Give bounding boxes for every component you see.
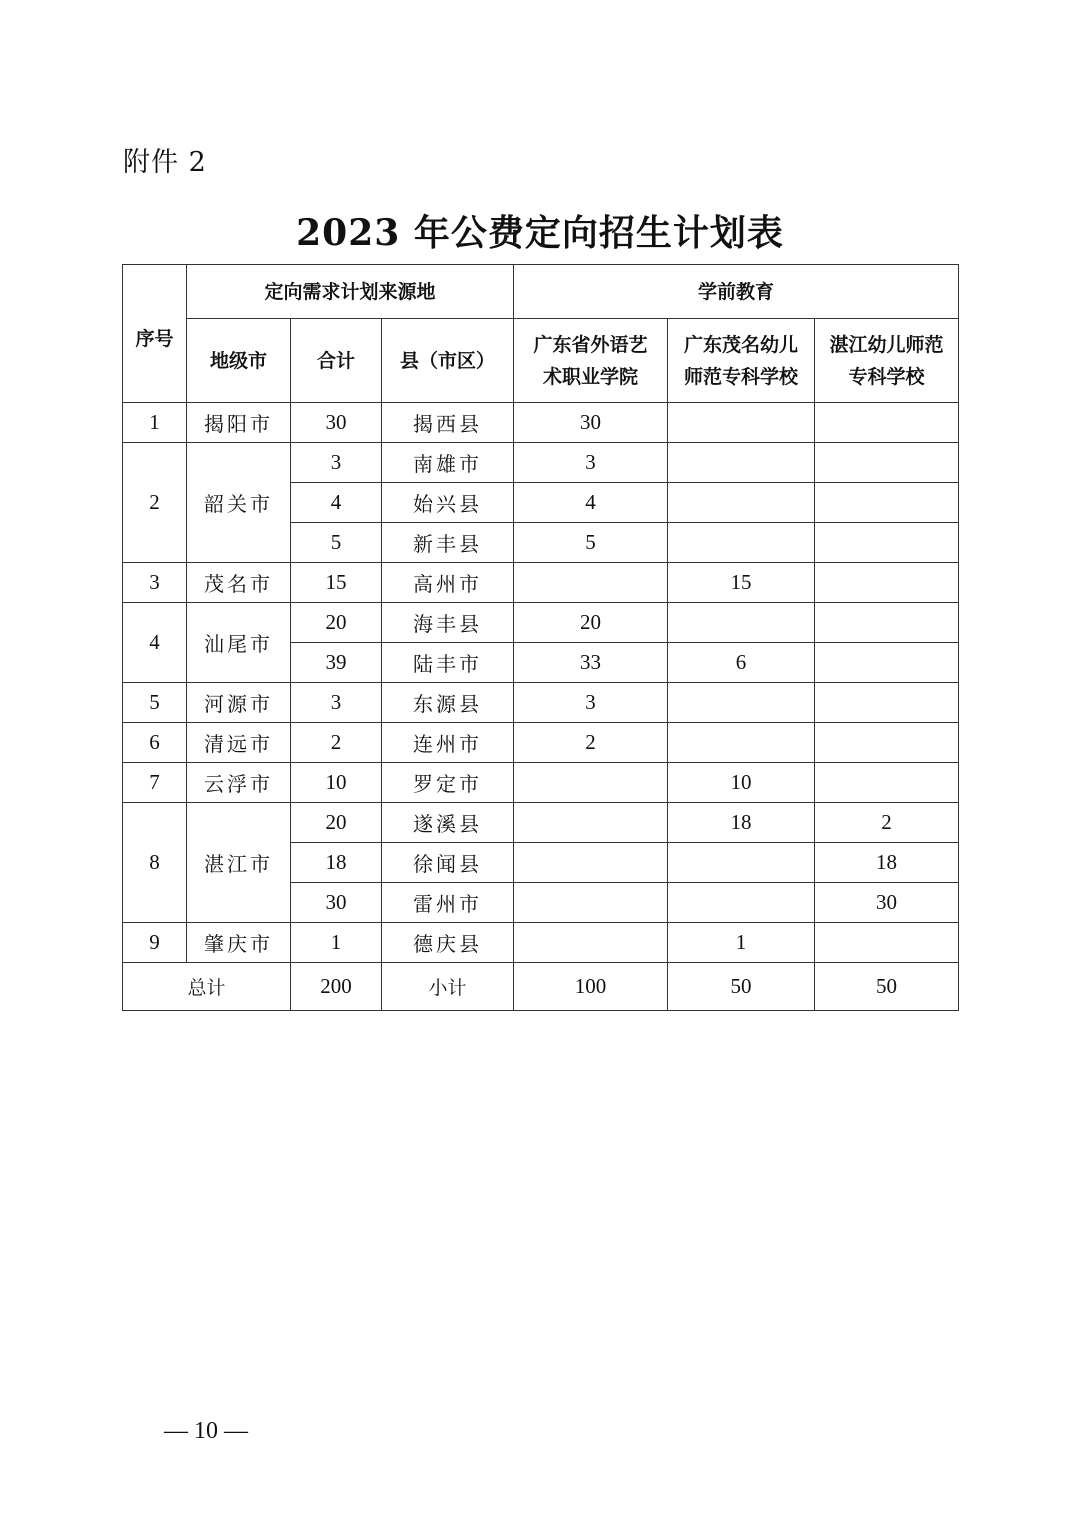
school-1-cell: 30 xyxy=(514,403,668,443)
seq-cell: 1 xyxy=(123,403,187,443)
school-1-cell xyxy=(514,923,668,963)
seq-cell: 9 xyxy=(123,923,187,963)
county-cell: 高州市 xyxy=(382,563,514,603)
school-3-cell xyxy=(815,603,959,643)
school-1-cell: 33 xyxy=(514,643,668,683)
school-1-cell xyxy=(514,843,668,883)
county-cell: 揭西县 xyxy=(382,403,514,443)
school-3-cell xyxy=(815,403,959,443)
school-1-cell xyxy=(514,883,668,923)
total-cell: 3 xyxy=(291,683,382,723)
total-cell: 30 xyxy=(291,883,382,923)
page-title: 2023 年公费定向招生计划表 xyxy=(296,212,784,254)
school-2-cell xyxy=(668,443,815,483)
seq-cell: 3 xyxy=(123,563,187,603)
header-total: 合计 xyxy=(291,319,382,403)
county-cell: 新丰县 xyxy=(382,523,514,563)
table-row xyxy=(123,443,959,483)
county-cell: 连州市 xyxy=(382,723,514,763)
school-2-cell xyxy=(668,483,815,523)
county-cell: 东源县 xyxy=(382,683,514,723)
school-1-cell: 20 xyxy=(514,603,668,643)
school-3-cell xyxy=(815,763,959,803)
subtotal-school-3: 50 xyxy=(815,963,959,1011)
school-1-cell xyxy=(514,563,668,603)
county-cell: 南雄市 xyxy=(382,443,514,483)
school-3-cell xyxy=(815,523,959,563)
school-1-cell: 4 xyxy=(514,483,668,523)
school-1-cell: 3 xyxy=(514,683,668,723)
county-cell: 陆丰市 xyxy=(382,643,514,683)
table-row xyxy=(123,723,959,763)
seq-cell: 6 xyxy=(123,723,187,763)
header-source-group: 定向需求计划来源地 xyxy=(187,265,514,319)
page-number: — 10 — xyxy=(164,1418,248,1444)
school-3-cell xyxy=(815,683,959,723)
seq-cell: 7 xyxy=(123,763,187,803)
header-school-1-label: 广东省外语艺术职业学院 xyxy=(533,333,648,388)
school-3-cell: 30 xyxy=(815,883,959,923)
table-row xyxy=(123,763,959,803)
school-3-cell: 2 xyxy=(815,803,959,843)
total-cell: 1 xyxy=(291,923,382,963)
total-cell: 30 xyxy=(291,403,382,443)
school-1-cell xyxy=(514,763,668,803)
city-cell: 湛江市 xyxy=(187,803,291,923)
total-cell: 20 xyxy=(291,803,382,843)
city-cell: 清远市 xyxy=(187,723,291,763)
total-cell: 10 xyxy=(291,763,382,803)
header-city: 地级市 xyxy=(187,319,291,403)
seq-cell: 4 xyxy=(123,603,187,683)
total-cell: 15 xyxy=(291,563,382,603)
total-sum: 200 xyxy=(291,963,382,1011)
city-cell: 揭阳市 xyxy=(187,403,291,443)
school-2-cell: 6 xyxy=(668,643,815,683)
city-cell: 茂名市 xyxy=(187,563,291,603)
total-cell: 20 xyxy=(291,603,382,643)
school-3-cell xyxy=(815,923,959,963)
school-1-cell: 5 xyxy=(514,523,668,563)
total-cell: 2 xyxy=(291,723,382,763)
total-cell: 3 xyxy=(291,443,382,483)
enrollment-plan-table xyxy=(122,264,959,1011)
school-3-cell xyxy=(815,443,959,483)
table-row xyxy=(123,403,959,443)
county-cell: 罗定市 xyxy=(382,763,514,803)
school-2-cell xyxy=(668,403,815,443)
seq-cell: 2 xyxy=(123,443,187,563)
school-1-cell: 2 xyxy=(514,723,668,763)
table-row xyxy=(123,803,959,843)
county-cell: 徐闻县 xyxy=(382,843,514,883)
school-2-cell xyxy=(668,683,815,723)
city-cell: 韶关市 xyxy=(187,443,291,563)
header-edu-group: 学前教育 xyxy=(514,265,959,319)
subtotal-label: 小计 xyxy=(382,963,514,1011)
county-cell: 雷州市 xyxy=(382,883,514,923)
school-2-cell xyxy=(668,723,815,763)
total-cell: 18 xyxy=(291,843,382,883)
subtotal-school-2: 50 xyxy=(668,963,815,1011)
table-row xyxy=(123,683,959,723)
header-school-2 xyxy=(668,319,815,403)
school-2-cell xyxy=(668,883,815,923)
school-1-cell: 3 xyxy=(514,443,668,483)
county-cell: 遂溪县 xyxy=(382,803,514,843)
total-label: 总计 xyxy=(123,963,291,1011)
table-row xyxy=(123,563,959,603)
table-body xyxy=(123,403,959,963)
total-cell: 39 xyxy=(291,643,382,683)
subtotal-school-1: 100 xyxy=(514,963,668,1011)
county-cell: 始兴县 xyxy=(382,483,514,523)
city-cell: 河源市 xyxy=(187,683,291,723)
header-county: 县（市区） xyxy=(382,319,514,403)
county-cell: 德庆县 xyxy=(382,923,514,963)
total-cell: 4 xyxy=(291,483,382,523)
header-school-3 xyxy=(815,319,959,403)
header-school-3-label: 湛江幼儿师范专科学校 xyxy=(829,333,944,388)
school-3-cell xyxy=(815,643,959,683)
school-2-cell: 18 xyxy=(668,803,815,843)
header-seq: 序号 xyxy=(123,265,187,403)
school-3-cell xyxy=(815,723,959,763)
school-2-cell: 10 xyxy=(668,763,815,803)
attachment-label: 附件 2 xyxy=(123,147,207,178)
header-school-2-label: 广东茂名幼儿师范专科学校 xyxy=(684,333,799,388)
school-3-cell: 18 xyxy=(815,843,959,883)
city-cell: 汕尾市 xyxy=(187,603,291,683)
city-cell: 云浮市 xyxy=(187,763,291,803)
school-2-cell xyxy=(668,843,815,883)
header-school-1 xyxy=(514,319,668,403)
school-3-cell xyxy=(815,563,959,603)
total-cell: 5 xyxy=(291,523,382,563)
school-2-cell xyxy=(668,523,815,563)
school-1-cell xyxy=(514,803,668,843)
table-total-row xyxy=(123,963,959,1011)
school-2-cell: 1 xyxy=(668,923,815,963)
school-2-cell: 15 xyxy=(668,563,815,603)
seq-cell: 8 xyxy=(123,803,187,923)
table-row xyxy=(123,603,959,643)
school-3-cell xyxy=(815,483,959,523)
seq-cell: 5 xyxy=(123,683,187,723)
table-row xyxy=(123,923,959,963)
school-2-cell xyxy=(668,603,815,643)
city-cell: 肇庆市 xyxy=(187,923,291,963)
county-cell: 海丰县 xyxy=(382,603,514,643)
